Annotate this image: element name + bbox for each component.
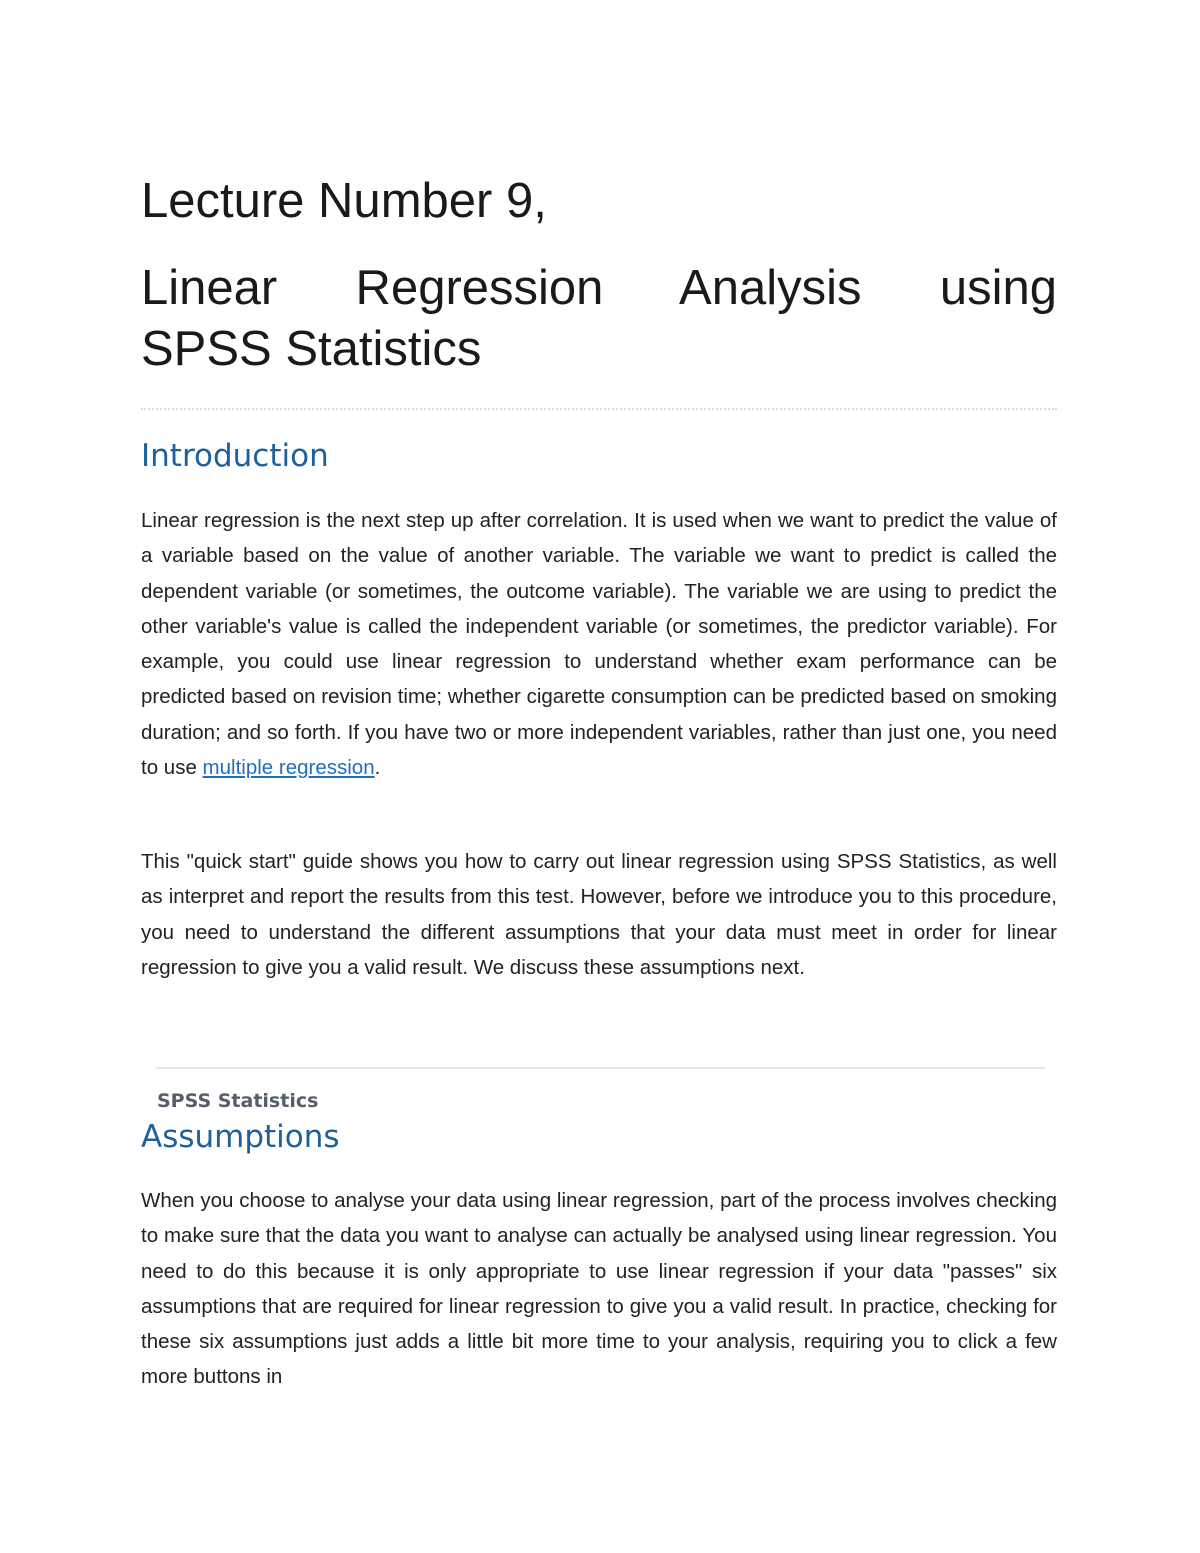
title-line-2: SPSS Statistics <box>141 322 482 376</box>
lecture-number: Lecture Number 9, <box>141 174 547 228</box>
document-title <box>141 258 1057 380</box>
assumptions-heading: Assumptions <box>141 1119 340 1155</box>
introduction-paragraph-2: This "quick start" guide shows you how to carry out linear regression using SPSS Statistics, as well as interpret and report the results from this test. However, before we introduce you to this procedure, you need to understand the different assumptions that your data must meet in order for linear regression to give you a valid result. We discuss these assumptions next. <box>141 850 1057 979</box>
section-divider <box>156 1067 1045 1069</box>
introduction-paragraph-1 <box>141 503 1057 785</box>
introduction-heading: Introduction <box>141 438 329 474</box>
title-divider <box>141 408 1057 410</box>
title-line-1: Linear Regression Analysis using <box>141 261 1057 315</box>
multiple-regression-link[interactable]: multiple regression <box>202 756 375 780</box>
assumptions-kicker: SPSS Statistics <box>157 1090 319 1112</box>
assumptions-paragraph-1: When you choose to analyse your data using linear regression, part of the process involves checking to make sure that the data you want to analyse can actually be analysed using linear regression. You need to do this because it is only appropriate to use linear regression if your data "passes" six assumptions that are required for linear regression to give you a valid result. In practice, checking for these six assumptions just adds a little bit more time to your analysis, requiring you to click a few more buttons in <box>141 1189 1057 1389</box>
introduction-paragraph-1-text: Linear regression is the next step up after correlation. It is used when we want to predict the value of a variable based on the value of another variable. The variable we want to predict is called the dependent variable (or sometimes, the outcome variable). The variable we are using to predict the other variable's value is called the independent variable (or sometimes, the predictor variable). For example, you could use linear regression to understand whether exam performance can be predicted based on revision time; whether cigarette consumption can be predicted based on smoking duration; and so forth. If you have two or more independent variables, rather than just one, you need to use <box>141 509 1057 780</box>
introduction-paragraph-1-end: . <box>374 756 381 780</box>
